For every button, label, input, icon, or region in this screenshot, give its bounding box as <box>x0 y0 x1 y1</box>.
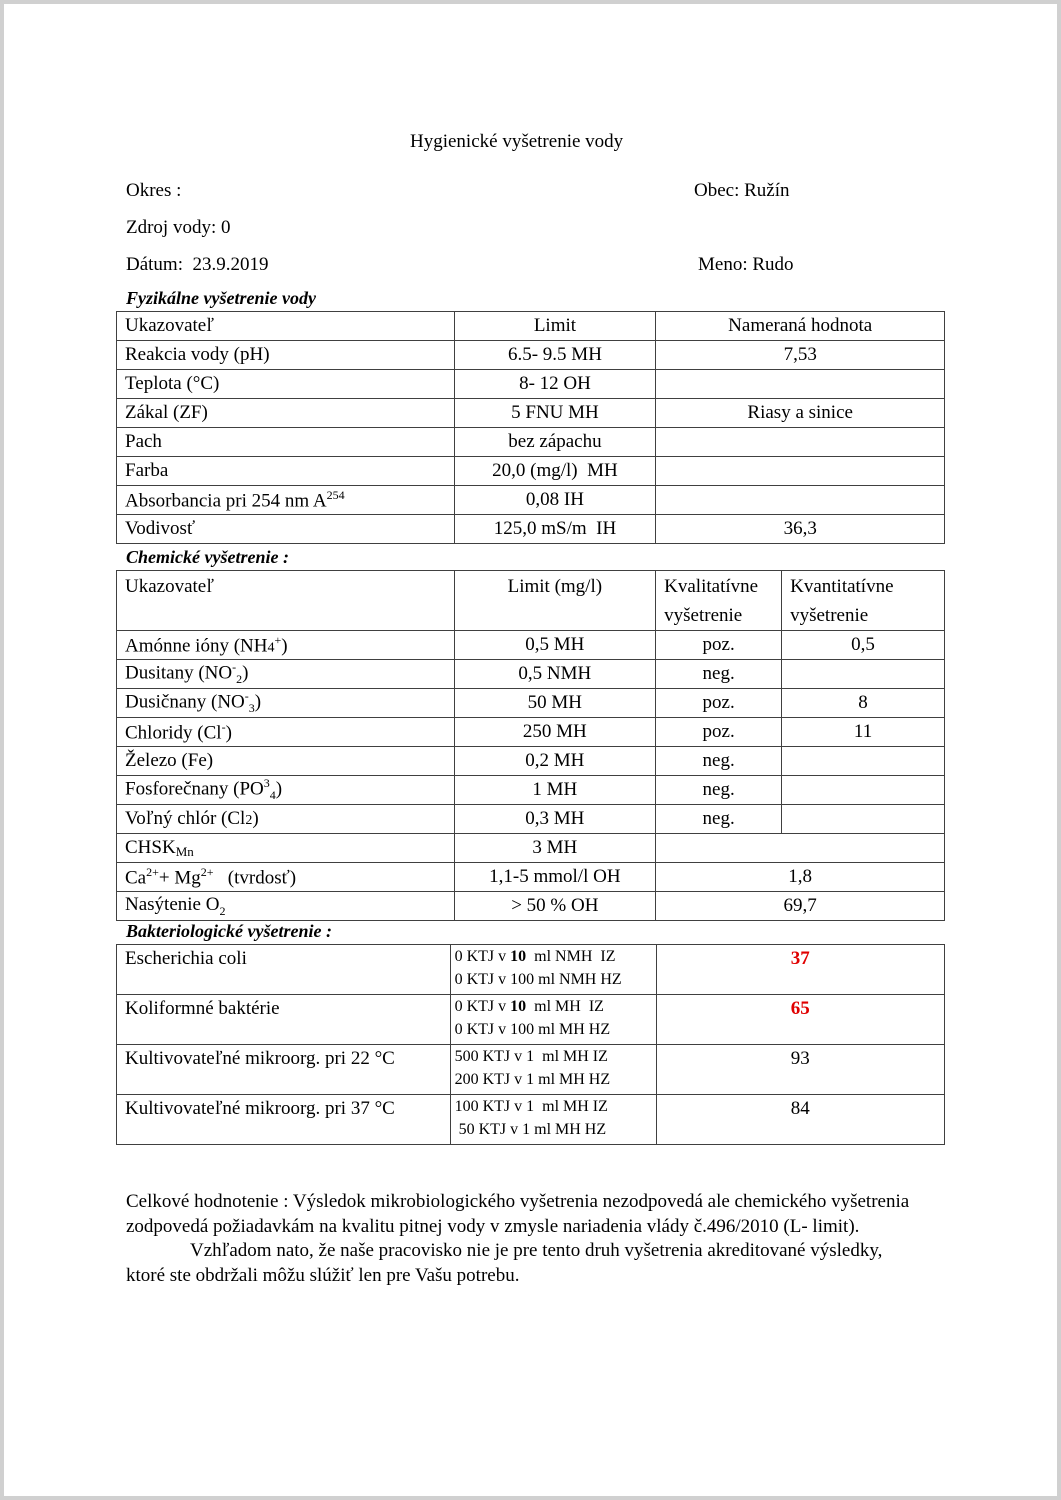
indicator-text: ) <box>254 691 262 713</box>
value-cell: 36,3 <box>656 515 945 544</box>
table-header-row <box>117 312 945 341</box>
header-cell: Limit <box>454 312 656 341</box>
value-cell <box>656 834 945 863</box>
table-row <box>117 341 945 370</box>
limit-cell: 1 MH <box>454 776 656 805</box>
quantitative-cell: 11 <box>782 718 945 747</box>
limit-cell: > 50 % OH <box>454 892 656 921</box>
physical-table <box>116 311 945 544</box>
indicator-text: Dusičnany (NO <box>125 691 245 713</box>
qualitative-cell: poz. <box>656 631 782 660</box>
indicator-cell <box>117 660 455 689</box>
table-row <box>117 718 945 747</box>
indicator-cell <box>117 631 455 660</box>
indicator-cell <box>117 834 455 863</box>
value-cell <box>656 486 945 515</box>
indicator-text: Absorbancia pri 254 nm A <box>125 490 327 512</box>
indicator-cell: Kultivovateľné mikroorg. pri 37 °C <box>117 1095 451 1145</box>
indicator-text: ) <box>275 778 283 800</box>
subscript: 2 <box>219 903 226 918</box>
indicator-cell: Teplota (°C) <box>117 370 455 399</box>
table-row <box>117 892 945 921</box>
table-row <box>117 486 945 515</box>
superscript: - <box>221 719 226 734</box>
document-title: Hygienické vyšetrenie vody <box>410 131 624 152</box>
superscript: - <box>232 660 237 675</box>
document-page <box>4 4 1057 1496</box>
indicator-cell: Reakcia vody (pH) <box>117 341 455 370</box>
table-row <box>117 457 945 486</box>
header-line: Kvantitatívne <box>790 576 894 597</box>
indicator-text: ) <box>281 635 288 657</box>
superscript: 254 <box>326 487 345 502</box>
table-row <box>117 945 945 995</box>
qualitative-cell: neg. <box>656 747 782 776</box>
qualitative-cell: poz. <box>656 689 782 718</box>
table-row <box>117 747 945 776</box>
subscript: 2 <box>245 813 253 828</box>
limit-text: 50 KTJ v 1 ml MH HZ <box>454 1121 607 1138</box>
indicator-text: CHSK <box>125 837 176 858</box>
indicator-text: ) <box>225 722 232 744</box>
limit-cell: 0,3 MH <box>454 805 656 834</box>
table-row <box>117 370 945 399</box>
indicator-text: Ca <box>125 867 147 889</box>
table-row <box>117 995 945 1045</box>
header-cell: Ukazovateľ <box>117 312 455 341</box>
indicator-text: Dusitany (NO <box>125 662 233 684</box>
subscript: 3 <box>248 701 255 716</box>
indicator-cell <box>117 486 455 515</box>
header-line: vyšetrenie <box>790 605 869 626</box>
qualitative-cell: neg. <box>656 660 782 689</box>
limit-cell <box>450 1045 656 1095</box>
table-row <box>117 805 945 834</box>
indicator-cell: Farba <box>117 457 455 486</box>
indicator-cell <box>117 805 455 834</box>
superscript: 2+ <box>146 864 159 879</box>
limit-text: 0 KTJ v 100 ml NMH HZ <box>454 971 622 988</box>
limit-cell <box>450 945 656 995</box>
indicator-cell: Pach <box>117 428 455 457</box>
header-cell: Ukazovateľ <box>117 571 455 631</box>
value-cell: 7,53 <box>656 341 945 370</box>
value-cell <box>656 370 945 399</box>
indicator-text: + Mg <box>158 867 201 889</box>
limit-text: 0 KTJ v <box>454 998 511 1015</box>
table-row <box>117 515 945 544</box>
limit-cell: 250 MH <box>454 718 656 747</box>
table-row <box>117 689 945 718</box>
limit-cell: 50 MH <box>454 689 656 718</box>
value-cell <box>656 457 945 486</box>
quantitative-cell <box>782 805 945 834</box>
quantitative-cell <box>782 660 945 689</box>
value-cell: 69,7 <box>656 892 945 921</box>
limit-cell: 0,08 IH <box>454 486 656 515</box>
bacterio-heading: Bakteriologické vyšetrenie : <box>126 921 332 941</box>
header-line: vyšetrenie <box>664 605 743 626</box>
table-row <box>117 834 945 863</box>
qualitative-cell: neg. <box>656 776 782 805</box>
limit-text: 0 KTJ v 100 ml MH HZ <box>454 1021 611 1038</box>
meno-field: Meno: Rudo <box>698 254 794 275</box>
summary <box>126 1190 916 1288</box>
indicator-cell: Escherichia coli <box>117 945 451 995</box>
zdroj-field: Zdroj vody: 0 <box>126 217 231 238</box>
indicator-text: Fosforečnany (PO <box>125 778 264 800</box>
indicator-cell <box>117 776 455 805</box>
superscript: 2+ <box>200 864 214 879</box>
subscript: 4 <box>269 788 276 803</box>
indicator-text: (tvrdosť) <box>213 867 297 889</box>
indicator-cell <box>117 892 455 921</box>
value-cell: 1,8 <box>656 863 945 892</box>
limit-cell: 8- 12 OH <box>454 370 656 399</box>
subscript: 2 <box>236 672 243 687</box>
limit-text: 100 KTJ v 1 ml MH IZ <box>454 1098 608 1115</box>
indicator-text: Chloridy (Cl <box>125 722 222 744</box>
quantitative-cell <box>782 747 945 776</box>
indicator-cell: Koliformné baktérie <box>117 995 451 1045</box>
indicator-cell <box>117 689 455 718</box>
indicator-text: ) <box>252 808 259 829</box>
summary-disclaimer: Vzhľadom nato, že naše pracovisko nie je pre tento druh vyšetrenia akreditované výsledky, ktoré ste obdržali môžu slúžiť len pre Vašu potrebu. <box>126 1240 883 1286</box>
table-header-row <box>117 571 945 631</box>
indicator-cell: Zákal (ZF) <box>117 399 455 428</box>
limit-text: 500 KTJ v 1 ml MH IZ <box>454 1048 608 1065</box>
indicator-text: ) <box>242 662 249 684</box>
qualitative-cell: poz. <box>656 718 782 747</box>
limit-cell: 125,0 mS/m IH <box>454 515 656 544</box>
indicator-cell: Kultivovateľné mikroorg. pri 22 °C <box>117 1045 451 1095</box>
limit-cell: 0,5 MH <box>454 631 656 660</box>
limit-cell: bez zápachu <box>454 428 656 457</box>
table-row <box>117 428 945 457</box>
limit-bold: 10 <box>510 998 527 1015</box>
quantitative-cell <box>782 776 945 805</box>
table-row <box>117 1045 945 1095</box>
header-cell: Nameraná hodnota <box>656 312 945 341</box>
superscript: + <box>274 632 282 647</box>
superscript: - <box>244 689 249 704</box>
header-line: Kvalitatívne <box>664 576 759 597</box>
limit-cell: 5 FNU MH <box>454 399 656 428</box>
quantitative-cell: 8 <box>782 689 945 718</box>
bacterio-table <box>116 944 945 1145</box>
okres-field: Okres : <box>126 180 182 201</box>
limit-text: ml MH IZ <box>526 998 604 1015</box>
indicator-text: Nasýtenie O <box>125 893 220 915</box>
limit-cell <box>450 995 656 1045</box>
indicator-cell <box>117 863 455 892</box>
header-cell <box>782 571 945 631</box>
table-row <box>117 863 945 892</box>
limit-cell: 1,1-5 mmol/l OH <box>454 863 656 892</box>
indicator-cell: Vodivosť <box>117 515 455 544</box>
summary-evaluation: Celkové hodnotenie : Výsledok mikrobiologického vyšetrenia nezodpovedá ale chemického vyšetrenia zodpovedá požiadavkám na kvalitu pitnej vody v zmysle nariadenia vlády č.496/2010 (L- limit). <box>126 1191 910 1237</box>
indicator-text: Amónne ióny (NH <box>125 635 268 657</box>
table-row <box>117 399 945 428</box>
table-row <box>117 631 945 660</box>
limit-text: 200 KTJ v 1 ml MH HZ <box>454 1071 611 1088</box>
indicator-cell <box>117 718 455 747</box>
limit-text: ml NMH IZ <box>526 948 616 965</box>
qualitative-cell: neg. <box>656 805 782 834</box>
indicator-text: Voľný chlór (Cl <box>125 808 246 829</box>
indicator-cell: Železo (Fe) <box>117 747 455 776</box>
chemical-table <box>116 570 945 921</box>
limit-cell <box>450 1095 656 1145</box>
quantitative-cell: 0,5 <box>782 631 945 660</box>
table-row <box>117 776 945 805</box>
limit-cell: 6.5- 9.5 MH <box>454 341 656 370</box>
value-cell: 84 <box>656 1095 944 1145</box>
limit-bold: 10 <box>510 948 527 965</box>
value-cell: Riasy a sinice <box>656 399 945 428</box>
value-cell: 65 <box>656 995 944 1045</box>
limit-cell: 20,0 (mg/l) MH <box>454 457 656 486</box>
datum-field: Dátum: 23.9.2019 <box>126 254 269 275</box>
table-row <box>117 660 945 689</box>
limit-cell: 3 MH <box>454 834 656 863</box>
chemical-heading: Chemické vyšetrenie : <box>126 547 289 567</box>
value-cell <box>656 428 945 457</box>
superscript: 3 <box>263 776 270 791</box>
obec-field: Obec: Ružín <box>694 180 790 201</box>
limit-text: 0 KTJ v <box>454 948 511 965</box>
value-cell: 93 <box>656 1045 944 1095</box>
subscript: Mn <box>175 844 194 859</box>
value-cell: 37 <box>656 945 944 995</box>
physical-heading: Fyzikálne vyšetrenie vody <box>126 288 316 308</box>
table-row <box>117 1095 945 1145</box>
subscript: 4 <box>267 640 275 656</box>
header-cell: Limit (mg/l) <box>454 571 656 631</box>
header-cell <box>656 571 782 631</box>
limit-cell: 0,5 NMH <box>454 660 656 689</box>
limit-cell: 0,2 MH <box>454 747 656 776</box>
